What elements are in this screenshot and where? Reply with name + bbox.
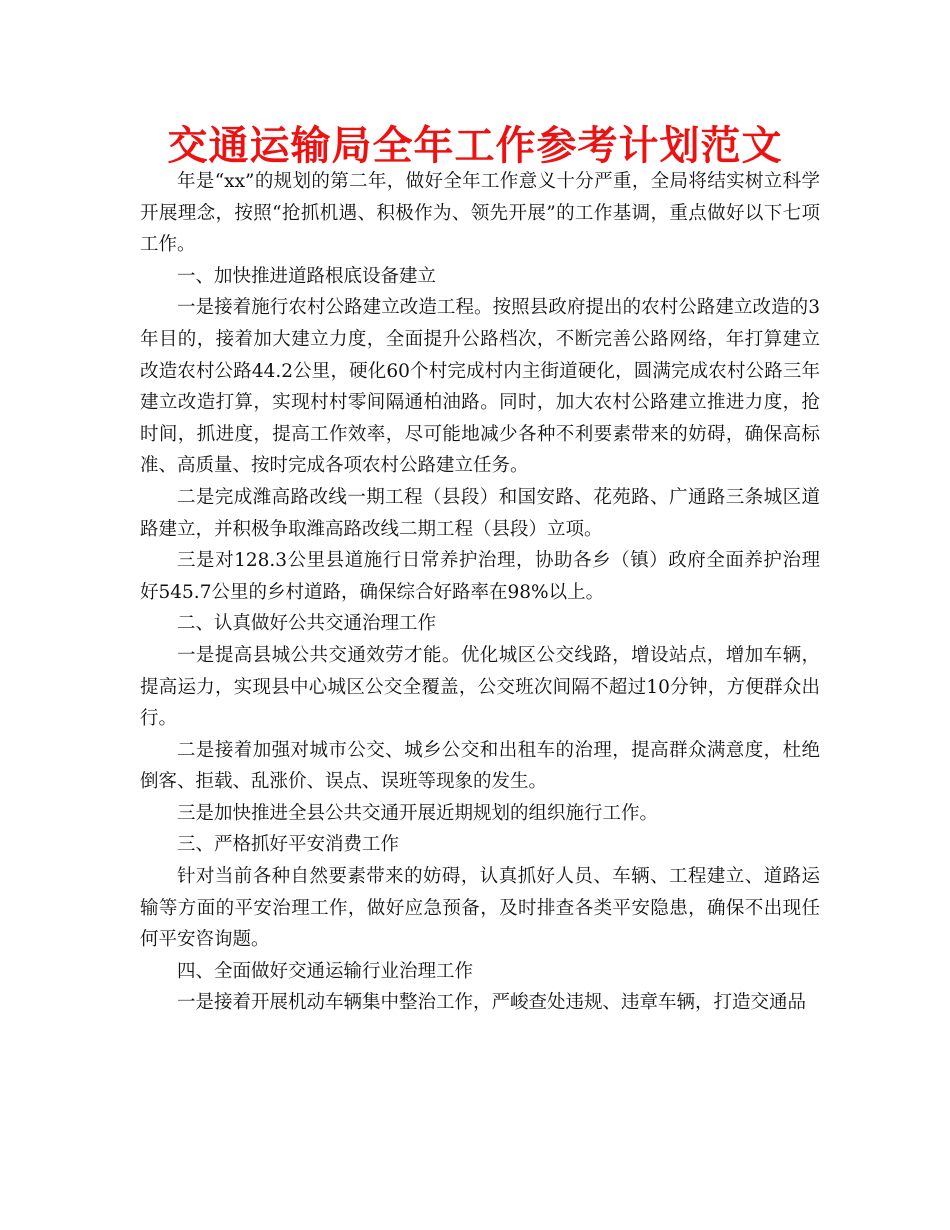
- paragraph: 一是提高县城公共交通效劳才能。优化城区公交线路，增设站点，增加车辆，提高运力，实现县中心城区公交全覆盖，公交班次间隔不超过10分钟，方便群众出行。: [140, 644, 820, 730]
- paragraph: 二是接着加强对城市公交、城乡公交和出租车的治理，提高群众满意度，杜绝倒客、拒载、乱涨价、误点、误班等现象的发生。: [140, 739, 820, 793]
- paragraph: 三是加快推进全县公共交通开展近期规划的组织施行工作。: [177, 802, 659, 824]
- section-heading-3: 三、严格抓好平安消费工作: [177, 834, 400, 856]
- document-body: [140, 166, 820, 1019]
- section-heading-4: 四、全面做好交通运输行业治理工作: [177, 960, 474, 982]
- intro-paragraph: 年是“xx”的规划的第二年，做好全年工作意义十分严重，全局将结实树立科学开展理念，按照“抢抓机遇、积极作为、领先开展”的工作基调，重点做好以下七项工作。: [140, 171, 820, 256]
- paragraph: 三是对128.3公里县道施行日常养护治理，协助各乡（镇）政府全面养护治理好545.7公里的乡村道路，确保综合好路率在98%以上。: [140, 550, 820, 603]
- paragraph: 一是接着开展机动车辆集中整治工作，严峻查处违规、违章车辆，打造交通品: [177, 992, 807, 1014]
- paragraph: 二是完成潍高路改线一期工程（县段）和国安路、花苑路、广通路三条城区道路建立，并积极争取潍高路改线二期工程（县段）立项。: [140, 486, 820, 540]
- paragraph: 针对当前各种自然要素带来的妨碍，认真抓好人员、车辆、工程建立、道路运输等方面的平安治理工作，做好应急预备，及时排查各类平安隐患，确保不出现任何平安咨询题。: [140, 866, 820, 951]
- section-heading-2: 二、认真做好公共交通治理工作: [177, 613, 437, 635]
- document-title: 交通运输局全年工作参考计划范文: [167, 123, 783, 169]
- paragraph: 一是接着施行农村公路建立改造工程。按照县政府提出的农村公路建立改造的3年目的，接着加大建立力度，全面提升公路档次，不断完善公路网络，年打算建立改造农村公路44.2公里，硬化60个村完成村内主街道硬化，圆满完成农村公路三年建立改造打算，实现村村零间隔通柏油路。同时，加大农村公路建立推进力度，抢时间，抓进度，提高工作效率，尽可能地减少各种不利要素带来的妨碍，确保高标准、高质量、按时完成各项农村公路建立任务。: [140, 297, 820, 477]
- section-heading-1: 一、加快推进道路根底设备建立: [177, 265, 437, 287]
